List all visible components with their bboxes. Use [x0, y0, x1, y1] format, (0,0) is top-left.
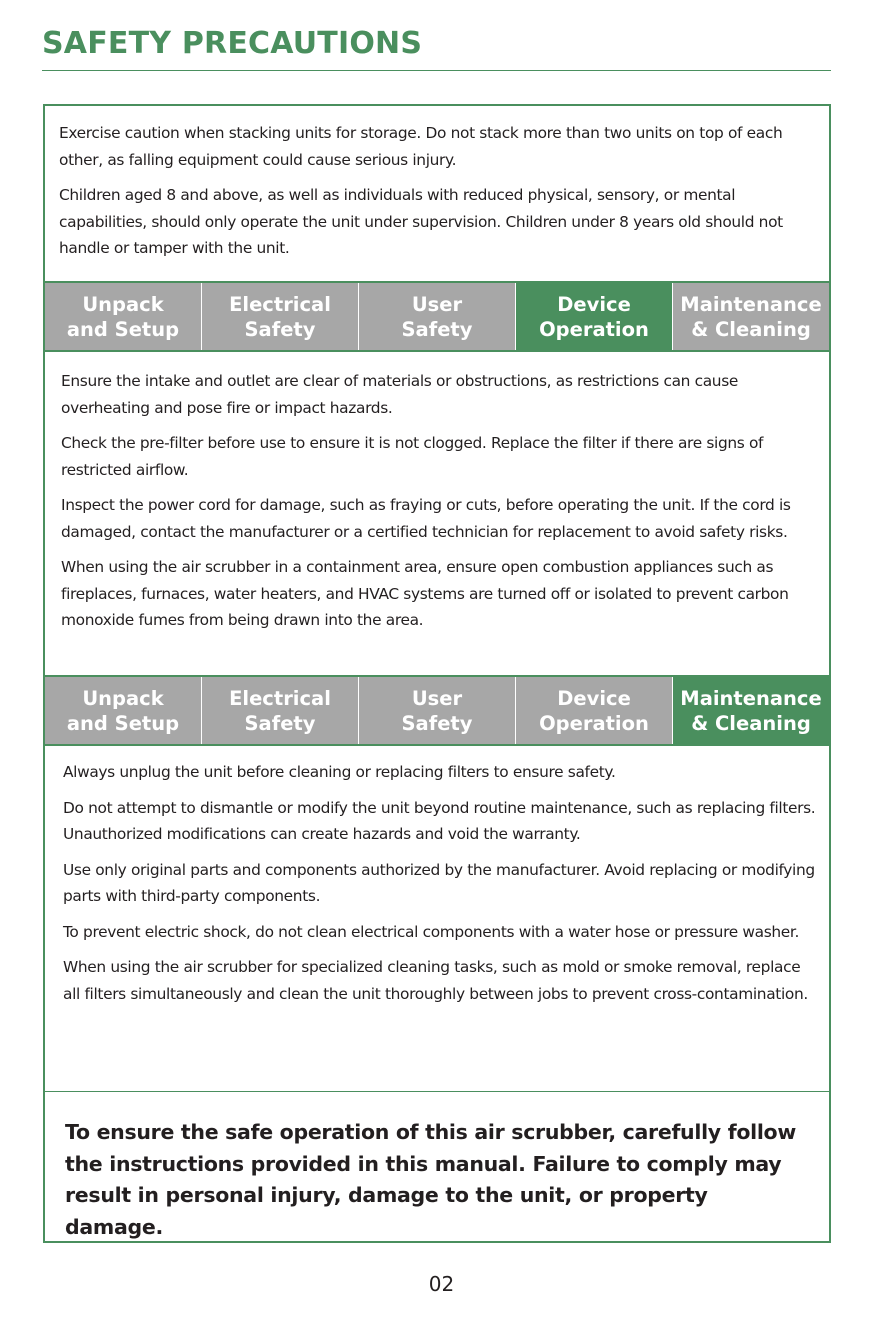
notice-divider: [45, 1091, 829, 1092]
maintenance-paragraph: When using the air scrubber for specialized cleaning tasks, such as mold or smoke removal, replace all filters simultaneously and clean the unit thoroughly between jobs to prevent cross-contamination.: [63, 958, 808, 1003]
tab-label-line: Electrical: [229, 292, 331, 316]
tab-label-line: Maintenance: [680, 686, 822, 710]
tab-label-line: Device: [557, 686, 631, 710]
maintenance-paragraph: To prevent electric shock, do not clean electrical components with a water hose or pressure washer.: [63, 922, 799, 941]
tab-maintenance-and-cleaning[interactable]: [673, 677, 829, 744]
tab-label-line: Maintenance: [680, 292, 822, 316]
tab-label-line: and Setup: [66, 317, 180, 341]
tab-label-line: User: [411, 686, 463, 710]
tab-label-line: Safety: [244, 317, 316, 341]
intro-paragraph: Exercise caution when stacking units for storage. Do not stack more than two units on top of each other, as falling equipment could cause serious injury.: [59, 124, 783, 169]
tab-unpack-and-setup[interactable]: [45, 283, 202, 350]
tab-electrical-safety[interactable]: [202, 283, 359, 350]
tab-unpack-and-setup[interactable]: [45, 677, 202, 744]
device-operation-paragraph: Ensure the intake and outlet are clear of materials or obstructions, as restrictions can cause overheating and pose fire or impact hazards.: [61, 372, 739, 417]
tab-label-line: & Cleaning: [691, 711, 811, 735]
page-title: SAFETY PRECAUTIONS: [42, 26, 423, 61]
tab-label-line: & Cleaning: [691, 317, 811, 341]
tab-label-line: Safety: [244, 711, 316, 735]
tab-label-line: Operation: [539, 711, 649, 735]
device-operation-paragraph: Inspect the power cord for damage, such as fraying or cuts, before operating the unit. If the cord is damaged, contact the manufacturer or a certified technician for replacement to avoid safety risks.: [61, 496, 791, 541]
tab-electrical-safety[interactable]: [202, 677, 359, 744]
section-tab-bar-maintenance: [45, 675, 829, 746]
maintenance-paragraph: Always unplug the unit before cleaning or replacing filters to ensure safety.: [63, 763, 616, 781]
tab-user-safety[interactable]: [359, 677, 516, 744]
tab-label-line: Safety: [401, 317, 473, 341]
tab-maintenance-and-cleaning[interactable]: [673, 283, 829, 350]
device-operation-section: [61, 368, 821, 643]
title-divider: [42, 70, 831, 71]
tab-label-line: Device: [557, 292, 631, 316]
tab-label-line: Electrical: [229, 686, 331, 710]
maintenance-paragraph: Use only original parts and components authorized by the manufacturer. Avoid replacing or modifying parts with third-party components.: [63, 860, 815, 905]
intro-paragraph: Children aged 8 and above, as well as individuals with reduced physical, sensory, or mental capabilities, should only operate the unit under supervision. Children under 8 years old should not handle or tamper with the unit.: [59, 186, 783, 257]
tab-label-line: Operation: [539, 317, 649, 341]
tab-user-safety[interactable]: [359, 283, 516, 350]
tab-label-line: and Setup: [66, 711, 180, 735]
intro-section: [59, 120, 821, 271]
tab-label-line: Unpack: [82, 686, 164, 710]
maintenance-paragraph: Do not attempt to dismantle or modify the unit beyond routine maintenance, such as replacing filters. Unauthorized modifications can create hazards and void the warranty.: [63, 798, 816, 843]
safety-notice: To ensure the safe operation of this air scrubber, carefully follow the instructions provided in this manual. Failure to comply may result in personal injury, damage to the unit, or property damage.: [65, 1120, 796, 1239]
tab-label-line: User: [411, 292, 463, 316]
tab-device-operation[interactable]: [516, 677, 673, 744]
device-operation-paragraph: When using the air scrubber in a containment area, ensure open combustion appliances such as fireplaces, furnaces, water heaters, and HVAC systems are turned off or isolated to prevent carbon monoxide fumes from being drawn into the area.: [61, 558, 789, 629]
section-tab-bar-device-operation: [45, 281, 829, 352]
tab-device-operation[interactable]: [516, 283, 673, 350]
device-operation-paragraph: Check the pre-filter before use to ensure it is not clogged. Replace the filter if there are signs of restricted airflow.: [61, 434, 764, 479]
maintenance-cleaning-section: [63, 759, 821, 1016]
tab-label-line: Unpack: [82, 292, 164, 316]
tab-label-line: Safety: [401, 711, 473, 735]
page-number: 02: [428, 1272, 455, 1296]
precautions-frame: [43, 104, 831, 1243]
